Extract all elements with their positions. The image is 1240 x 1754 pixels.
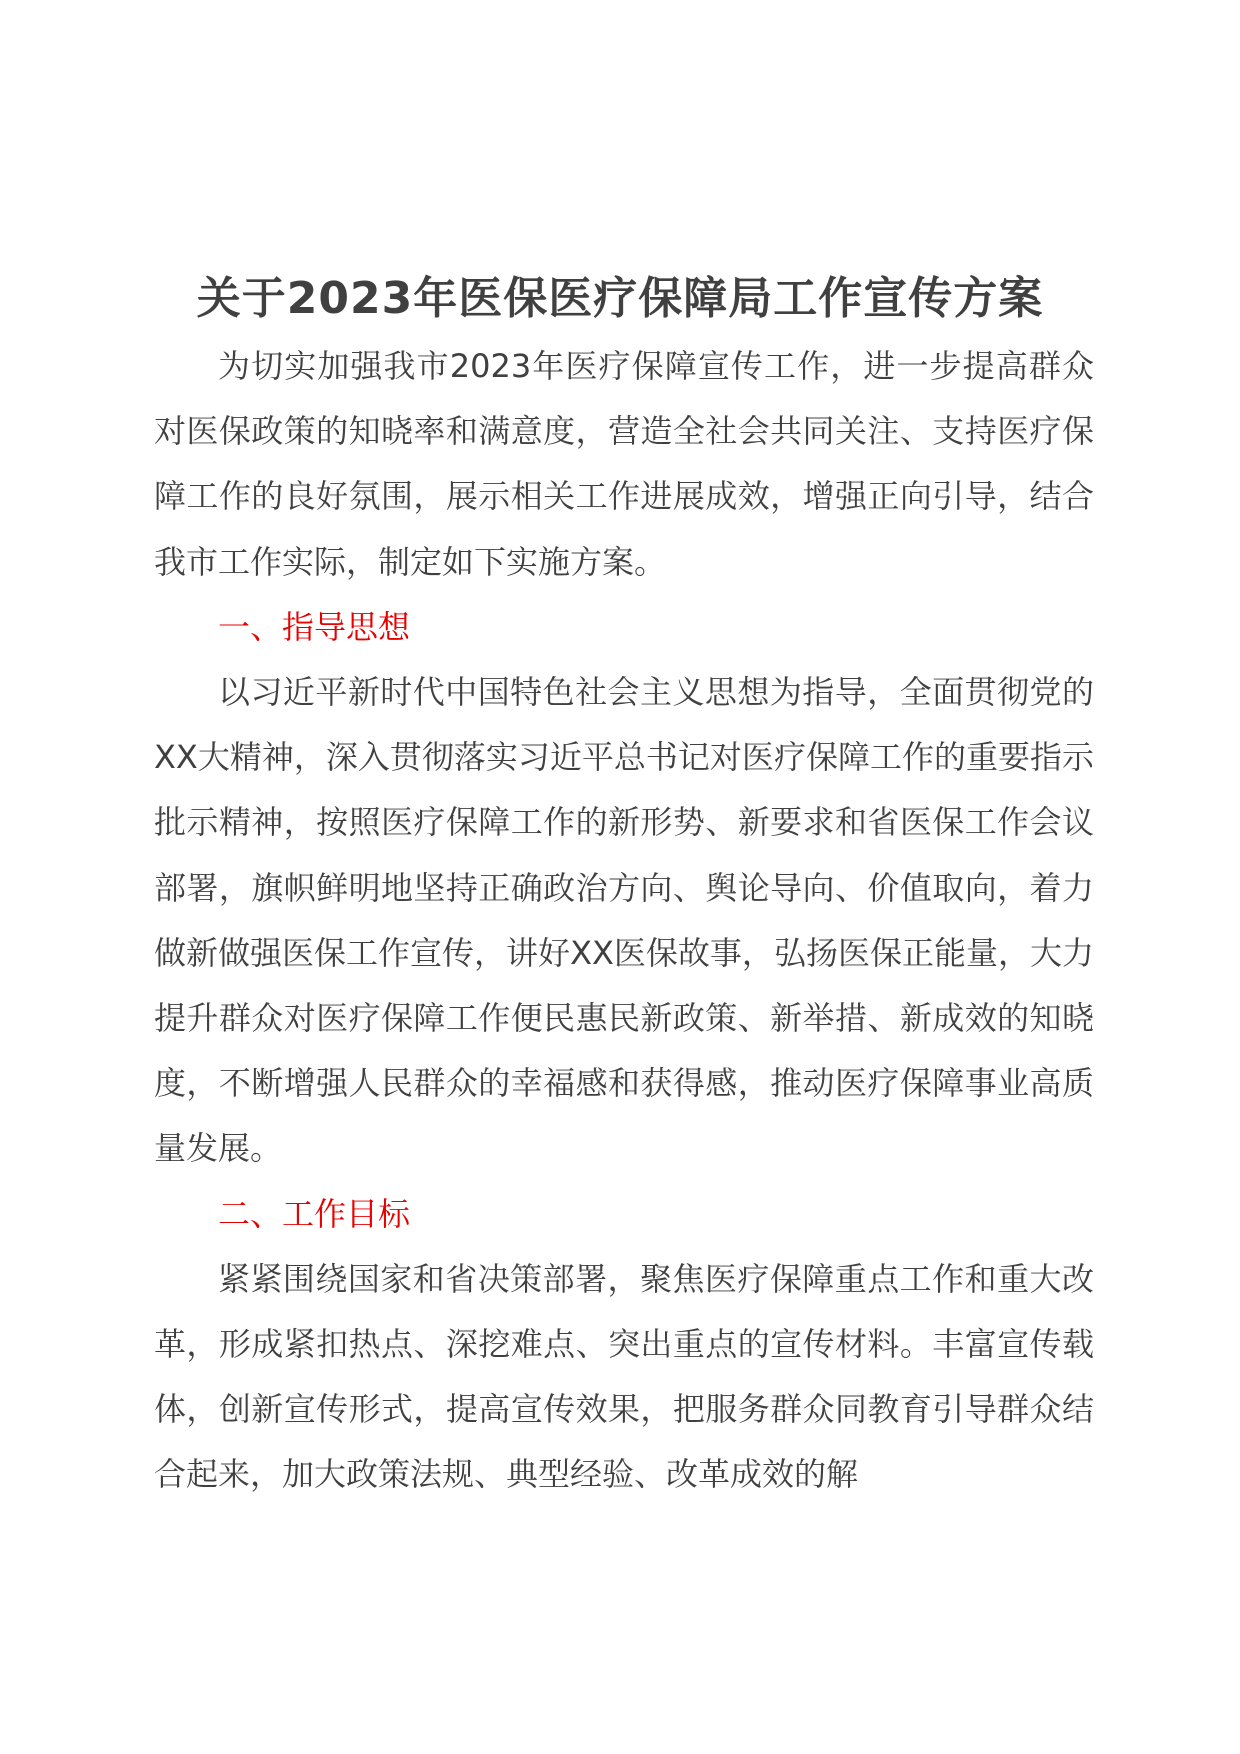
section-heading-work-goals: 二、工作目标 bbox=[218, 1194, 411, 1233]
section-paragraph-work-goals: 紧紧围绕国家和省决策部署，聚焦医疗保障重点工作和重大改革，形成紧扣热点、深挖难点、突出重点的宣传材料。丰富宣传载体，创新宣传形式，提高宣传效果，把服务群众同教育引导群众结合起来，加大政策法规、典型经验、改革成效的解 bbox=[154, 1259, 1094, 1494]
document-title: 关于2023年医保医疗保障局工作宣传方案 bbox=[196, 273, 1044, 325]
intro-paragraph: 为切实加强我市2023年医疗保障宣传工作，进一步提高群众对医保政策的知晓率和满意度，营造全社会共同关注、支持医疗保障工作的良好氛围，展示相关工作进展成效，增强正向引导，结合我市工作实际，制定如下实施方案。 bbox=[154, 347, 1094, 581]
document-body bbox=[154, 334, 1094, 1508]
section-paragraph-guiding-ideology: 以习近平新时代中国特色社会主义思想为指导，全面贯彻党的XX大精神，深入贯彻落实习近平总书记对医疗保障工作的重要指示批示精神，按照医疗保障工作的新形势、新要求和省医保工作会议部署，旗帜鲜明地坚持正确政治方向、舆论导向、价值取向，着力做新做强医保工作宣传，讲好XX医保故事，弘扬医保正能量，大力提升群众对医疗保障工作便民惠民新政策、新举措、新成效的知晓度，不断增强人民群众的幸福感和获得感，推动医疗保障事业高质量发展。 bbox=[154, 673, 1094, 1168]
section-heading-guiding-ideology: 一、指导思想 bbox=[218, 607, 411, 646]
